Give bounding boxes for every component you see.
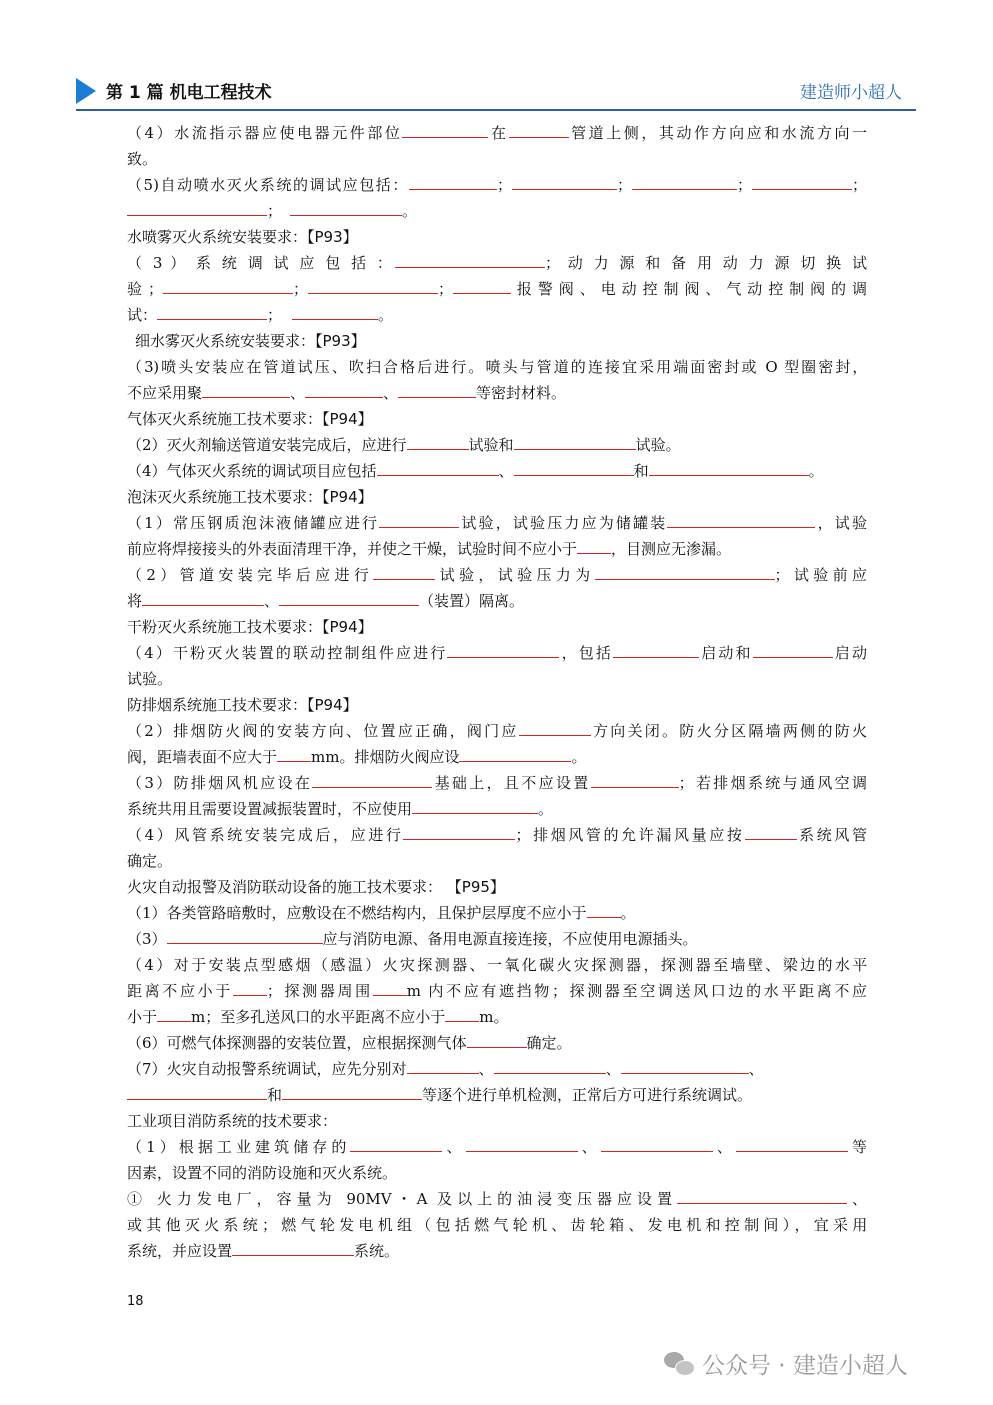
chapter-triangle-icon <box>76 78 96 104</box>
section-heading: 干粉灭火系统施工技术要求：【P94】 <box>127 618 373 636</box>
text-line: 试： ； 。 <box>127 302 867 328</box>
fill-blank[interactable] <box>308 277 438 294</box>
text-line: （3)喷头安装应在管道试压、吹扫合格后进行。喷头与管道的连接宜采用端面密封或 O 型圈密封， <box>127 358 867 376</box>
fill-blank[interactable] <box>752 173 852 190</box>
fill-blank[interactable] <box>447 641 559 658</box>
fill-blank[interactable] <box>736 1135 848 1152</box>
fill-blank[interactable] <box>591 771 679 788</box>
fill-blank[interactable] <box>509 121 569 138</box>
fill-blank[interactable] <box>407 1057 479 1074</box>
page-body <box>127 120 867 1264</box>
fill-blank[interactable] <box>745 823 797 840</box>
text-line: 系统，并应设置 系统。 <box>127 1238 867 1264</box>
fill-blank[interactable] <box>398 381 476 398</box>
fill-blank[interactable] <box>453 277 511 294</box>
section-heading: 防排烟系统施工技术要求：【P94】 <box>127 696 358 714</box>
fill-blank[interactable] <box>282 1083 422 1100</box>
fill-blank[interactable] <box>649 459 809 476</box>
text-line: （2）灭火剂输送管道安装完成后，应进行 试验和 试验。 <box>127 432 867 458</box>
text-line: （3）防排烟风机应设在 基础上，且不应设置 ；若排烟系统与通风空调 <box>127 770 867 796</box>
text-line: （1）各类管路暗敷时，应敷设在不燃结构内，且保护层厚度不应小于 。 <box>127 900 867 926</box>
fill-blank[interactable] <box>407 433 469 450</box>
text-line: 或其他灭火系统；燃气轮发电机组（包括燃气轮机、齿轮箱、发电机和控制间），宜采用 <box>127 1216 867 1234</box>
fill-blank[interactable] <box>395 251 545 268</box>
fill-blank[interactable] <box>163 277 293 294</box>
watermark-text: 公众号 · 建造小超人 <box>702 1353 908 1379</box>
text-line: （7）火灾自动报警系统调试，应先分别对 、 、 、 <box>127 1056 867 1082</box>
text-line: 距离不应小于 ；探测器周围 m 内不应有遮挡物；探测器至空调送风口边的水平距离不应 <box>127 978 867 1004</box>
section-heading: 水喷雾灭火系统安装要求：【P93】 <box>127 228 358 246</box>
fill-blank[interactable] <box>305 381 383 398</box>
fill-blank[interactable] <box>632 173 737 190</box>
section-heading: 泡沫灭火系统施工技术要求：【P94】 <box>127 488 373 506</box>
fill-blank[interactable] <box>621 1057 749 1074</box>
watermark <box>664 1347 908 1383</box>
fill-blank[interactable] <box>312 771 432 788</box>
fill-blank[interactable] <box>127 1083 267 1100</box>
text-line: （2）管道安装完毕后应进行 试验，试验压力为 ；试验前应 <box>127 562 867 588</box>
fill-blank[interactable] <box>512 173 617 190</box>
header-brand: 建造师小超人 <box>800 83 902 103</box>
fill-blank[interactable] <box>373 563 435 580</box>
fill-blank[interactable] <box>157 303 267 320</box>
text-line: 致。 <box>127 150 158 168</box>
fill-blank[interactable] <box>379 511 459 528</box>
fill-blank[interactable] <box>142 589 264 606</box>
fill-blank[interactable] <box>350 1135 442 1152</box>
text-line: 前应将焊接接头的外表面清理干净，并使之干燥，试验时间不应小于 ，目测应无渗漏。 <box>127 536 867 562</box>
text-line: （1）常压钢质泡沫液储罐应进行 试验，试验压力应为储罐装 ，试验 <box>127 510 867 536</box>
fill-blank[interactable] <box>232 1239 354 1256</box>
text-line: （4）干粉灭火装置的联动控制组件应进行 ，包括 启动和 启动 <box>127 640 867 666</box>
fill-blank[interactable] <box>459 745 571 762</box>
chapter-title: 第 1 篇 机电工程技术 <box>106 83 272 103</box>
text-line: 不应采用聚 、 、 等密封材料。 <box>127 380 867 406</box>
header-rule <box>76 109 916 111</box>
fill-blank[interactable] <box>587 901 621 918</box>
text-line: 验； ； ； 报警阀、电动控制阀、气动控制阀的调 <box>127 276 867 302</box>
fill-blank[interactable] <box>377 459 499 476</box>
fill-blank[interactable] <box>292 303 378 320</box>
fill-blank[interactable] <box>466 1135 578 1152</box>
fill-blank[interactable] <box>412 797 538 814</box>
fill-blank[interactable] <box>409 173 497 190</box>
text-line: 确定。 <box>127 852 173 870</box>
text-line: 小于 m；至多孔送风口的水平距离不应小于 m。 <box>127 1004 867 1030</box>
fill-blank[interactable] <box>514 459 634 476</box>
text-line: （ 3 ） 系 统 调 试 应 包 括 ： ； 动 力 源 和 备 用 动 力 源 切 换 试 <box>127 250 867 276</box>
fill-blank[interactable] <box>494 1057 606 1074</box>
section-heading: 气体灭火系统施工技术要求：【P94】 <box>127 410 373 428</box>
fill-blank[interactable] <box>157 1005 191 1022</box>
fill-blank[interactable] <box>519 719 591 736</box>
fill-blank[interactable] <box>601 1135 713 1152</box>
fill-blank[interactable] <box>277 745 311 762</box>
fill-blank[interactable] <box>202 381 290 398</box>
page-number: 18 <box>127 1294 144 1309</box>
fill-blank[interactable] <box>613 641 699 658</box>
fill-blank[interactable] <box>290 199 402 216</box>
text-line: 系统共用且需要设置减振装置时，不应使用 。 <box>127 796 867 822</box>
fill-blank[interactable] <box>373 979 407 996</box>
text-line: 因素，设置不同的消防设施和灭火系统。 <box>127 1164 398 1182</box>
text-line: （4）气体灭火系统的调试项目应包括 、 和 。 <box>127 458 867 484</box>
fill-blank[interactable] <box>445 1005 479 1022</box>
text-line: （4）风管系统安装完成后，应进行 ；排烟风管的允许漏风量应按 系统风管 <box>127 822 867 848</box>
fill-blank[interactable] <box>677 1187 847 1204</box>
fill-blank[interactable] <box>577 537 611 554</box>
text-line: （3） 应与消防电源、备用电源直接连接，不应使用电源插头。 <box>127 926 867 952</box>
section-heading: 工业项目消防系统的技术要求： <box>127 1112 338 1130</box>
fill-blank[interactable] <box>403 823 515 840</box>
text-line: （6）可燃气体探测器的安装位置，应根据探测气体 确定。 <box>127 1030 867 1056</box>
fill-blank[interactable] <box>127 199 267 216</box>
fill-blank[interactable] <box>233 979 267 996</box>
text-line: 将 、 （装置）隔离。 <box>127 588 867 614</box>
text-line: （1）根据工业建筑储存的 、 、 、 等 <box>127 1134 867 1160</box>
wechat-icon <box>664 1352 694 1376</box>
text-line: （4）对于安装点型感烟（感温）火灾探测器、一氧化碳火灾探测器，探测器至墙壁、梁边的水平 <box>127 956 867 974</box>
fill-blank[interactable] <box>667 511 815 528</box>
page-header <box>76 76 916 112</box>
text-line: （5)自动喷水灭火系统的调试应包括： ； ； ； ； <box>127 172 867 198</box>
fill-blank[interactable] <box>753 641 833 658</box>
text-line: ； 。 <box>127 198 867 224</box>
fill-blank[interactable] <box>467 1031 527 1048</box>
fill-blank[interactable] <box>402 121 488 138</box>
text-line: ① 火力发电厂，容量为 90MV・A 及以上的油浸变压器应设置 、 <box>127 1186 867 1212</box>
text-line: （2）排烟防火阀的安装方向、位置应正确，阀门应 方向关闭。防火分区隔墙两侧的防火 <box>127 718 867 744</box>
fill-blank[interactable] <box>167 927 323 944</box>
text-line: （4）水流指示器应使电器元件部位 在 管道上侧，其动作方向应和水流方向一 <box>127 120 867 146</box>
fill-blank[interactable] <box>279 589 419 606</box>
fill-blank[interactable] <box>514 433 636 450</box>
text-line: 阀，距墙表面不应大于 mm。排烟防火阀应设 。 <box>127 744 867 770</box>
text-line: 试验。 <box>127 670 173 688</box>
section-heading: 细水雾灭火系统安装要求：【P93】 <box>135 332 366 350</box>
fill-blank[interactable] <box>595 563 775 580</box>
text-line: 和 等逐个进行单机检测，正常后方可进行系统调试。 <box>127 1082 867 1108</box>
section-heading: 火灾自动报警及消防联动设备的施工技术要求： 【P95】 <box>127 878 505 896</box>
